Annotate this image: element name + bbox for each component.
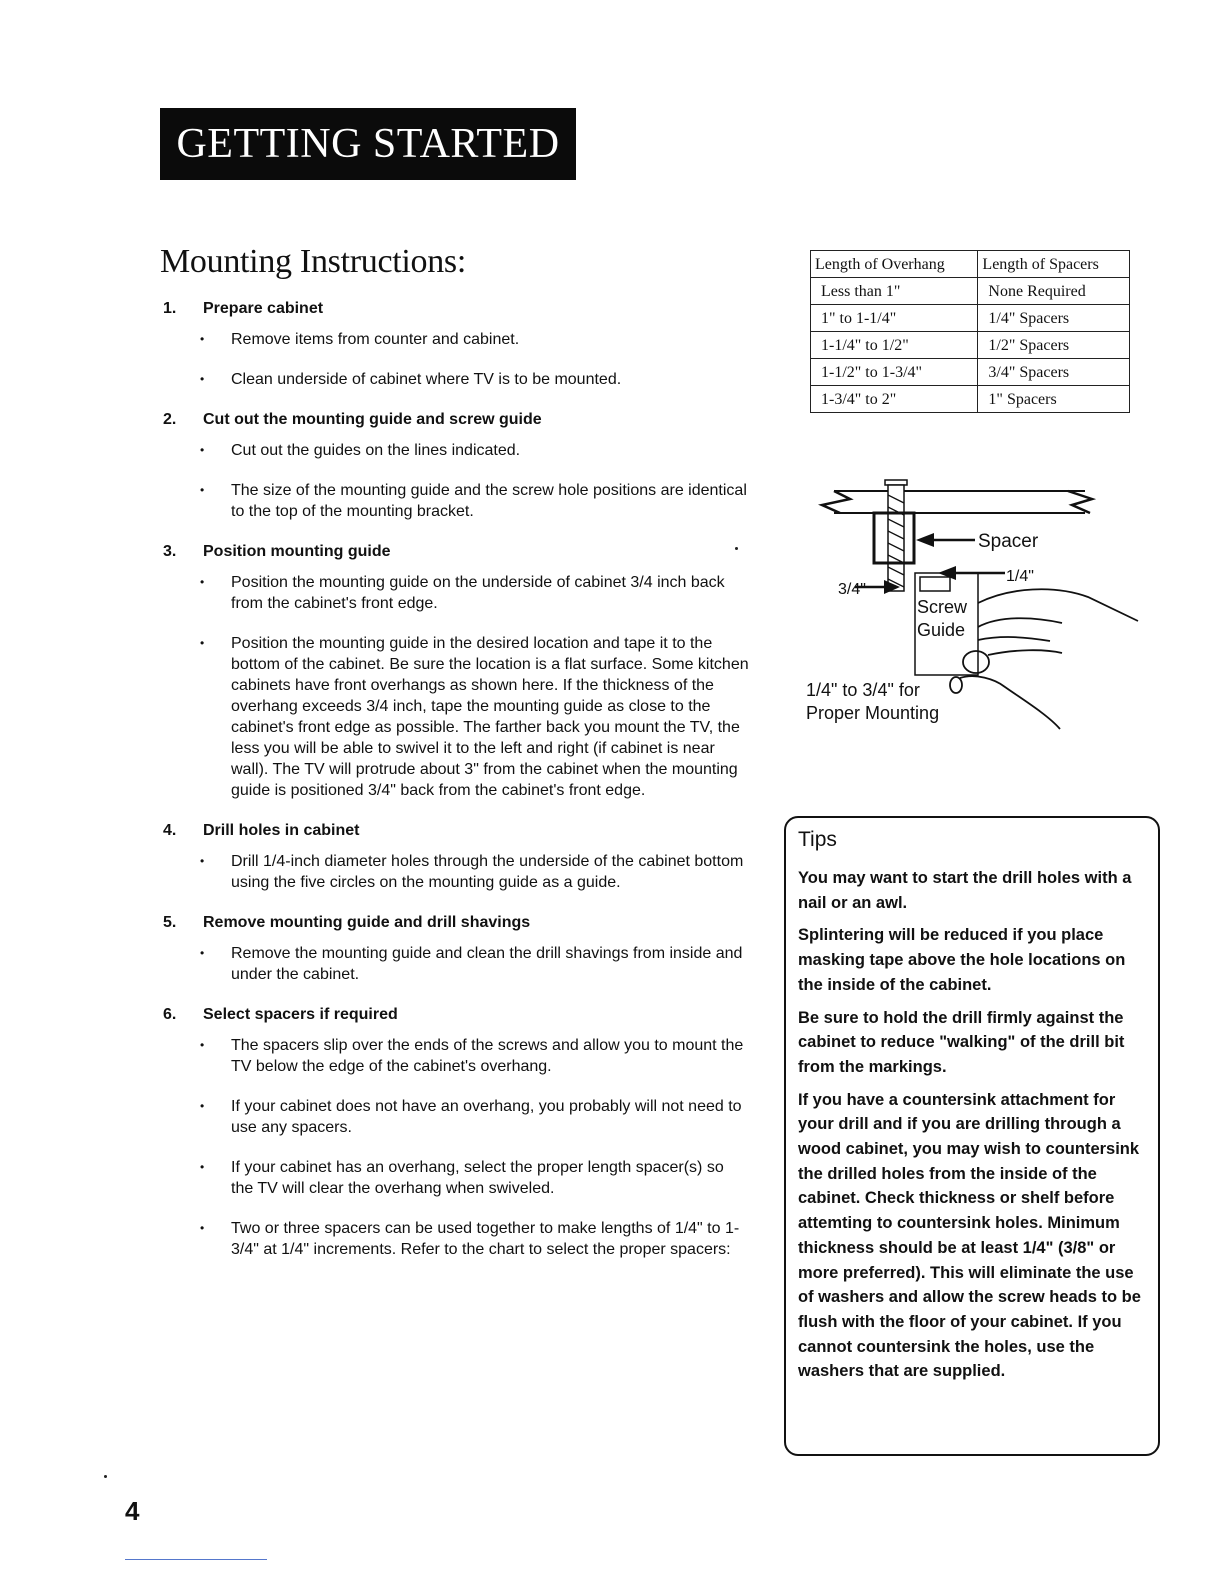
footer-rule (125, 1559, 267, 1560)
tip-paragraph: Be sure to hold the drill firmly against the cabinet to reduce "walking" of the drill bit from the markings. (798, 1008, 1125, 1076)
table-row (811, 332, 1130, 359)
table-cell: 1" Spacers (978, 386, 1130, 413)
step-title: Drill holes in cabinet (203, 822, 360, 839)
tips-box (784, 816, 1160, 1456)
step-number: 6. (163, 1006, 177, 1023)
step-bullet: • Position the mounting guide on the underside of cabinet 3/4 inch back from the cabinet's front edge. (200, 572, 750, 614)
table-row (811, 305, 1130, 332)
page-title: Mounting Instructions: (160, 243, 467, 280)
step-number: 4. (163, 822, 177, 839)
table-cell: 1/4" Spacers (978, 305, 1130, 332)
guide-label: Guide (917, 620, 966, 640)
table-cell: 3/4" Spacers (978, 359, 1130, 386)
step-title: Select spacers if required (203, 1006, 398, 1023)
step-1 (160, 298, 750, 390)
step-bullet: • Drill 1/4-inch diameter holes through the underside of the cabinet bottom using the five circles on the mounting guide as a guide. (200, 851, 750, 893)
tips-title: Tips (798, 828, 837, 851)
mounting-range-label: 1/4" to 3/4" for (806, 680, 920, 700)
spacer-length-table (810, 250, 1130, 413)
step-bullet: • Clean underside of cabinet where TV is to be mounted. (200, 369, 750, 390)
spacer-label: Spacer (978, 531, 1039, 552)
table-header: Length of Overhang (811, 251, 978, 278)
step-6 (160, 1004, 750, 1260)
tip-paragraph: You may want to start the drill holes with a nail or an awl. (798, 869, 1132, 912)
quarter-inch-label: 1/4" (1006, 568, 1034, 585)
mounting-steps (160, 298, 750, 1279)
table-cell: 1/2" Spacers (978, 332, 1130, 359)
step-bullet: • Two or three spacers can be used together to make lengths of 1/4" to 1-3/4" at 1/4" increments. Refer to the chart to select the proper spacers: (200, 1218, 750, 1260)
table-row (811, 278, 1130, 305)
table-cell: None Required (978, 278, 1130, 305)
tip-paragraph: If you have a countersink attachment for your drill and if you are drilling through a wood cabinet, you may wish to countersink the drilled holes from the inside of the cabinet. Check thickness or shelf before attemting to countersink holes. Minimum thickness should be at least 1/4" (3/8" or more preferred). This will eliminate the use of washers and allow the screw heads to be flush with the floor of your cabinet. If you cannot countersink the holes, use the washers that are supplied. (798, 1090, 1141, 1381)
step-3 (160, 541, 750, 801)
step-number: 3. (163, 543, 177, 560)
step-bullet: • The spacers slip over the ends of the screws and allow you to mount the TV below the edge of the cabinet's overhang. (200, 1035, 750, 1077)
page-number: 4 (125, 1496, 140, 1526)
table-cell: 1-1/4" to 1/2" (811, 332, 978, 359)
screw-icon (885, 480, 907, 591)
step-title: Cut out the mounting guide and screw guide (203, 411, 542, 428)
section-banner: GETTING STARTED (160, 108, 576, 180)
table-row (811, 359, 1130, 386)
table-row (811, 386, 1130, 413)
table-cell: Less than 1" (811, 278, 978, 305)
step-bullet: • Cut out the guides on the lines indicated. (200, 440, 750, 461)
step-bullet: • The size of the mounting guide and the screw hole positions are identical to the top of the mounting bracket. (200, 480, 750, 522)
step-5 (160, 912, 750, 985)
step-bullet: • If your cabinet has an overhang, select the proper length spacer(s) so the TV will clear the overhang when swiveled. (200, 1157, 750, 1199)
table-cell: 1-3/4" to 2" (811, 386, 978, 413)
mounting-range-label: Proper Mounting (806, 703, 940, 723)
tip-paragraph: Splintering will be reduced if you place masking tape above the hole locations on the inside of the cabinet. (798, 926, 1126, 994)
step-bullet: • Remove the mounting guide and clean the drill shavings from inside and under the cabinet. (200, 943, 750, 985)
step-title: Prepare cabinet (203, 300, 324, 317)
table-header-row (811, 251, 1130, 278)
step-title: Position mounting guide (203, 543, 391, 560)
step-number: 2. (163, 411, 177, 428)
step-bullet: • If your cabinet does not have an overhang, you probably will not need to use any spacers. (200, 1096, 750, 1138)
three-quarter-inch-label: 3/4" (838, 581, 866, 598)
table-header: Length of Spacers (978, 251, 1130, 278)
mounting-diagram (800, 475, 1150, 735)
step-number: 1. (163, 300, 177, 317)
step-4 (160, 820, 750, 893)
scan-speck (104, 1475, 107, 1478)
table-cell: 1-1/2" to 1-3/4" (811, 359, 978, 386)
screw-label: Screw (917, 597, 968, 617)
cabinet-overhang (822, 491, 1092, 513)
step-bullet: • Remove items from counter and cabinet. (200, 329, 750, 350)
step-bullet: • Position the mounting guide in the desired location and tape it to the bottom of the cabinet. Be sure the location is a flat surface. Some kitchen cabinets have front overhangs as shown here. If the thickness of the overhang exceeds 3/4 inch, tape the mounting guide as close to the cabinet's front edge as possible. The farther back you mount the TV, the less you will be able to swivel it to the left and right (if cabinet is near wall). The TV will protrude about 3" from the cabinet when the mounting guide is positioned 3/4" back from the cabinet's front edge. (200, 633, 750, 801)
step-2 (160, 409, 750, 522)
scan-speck (735, 547, 738, 550)
step-title: Remove mounting guide and drill shavings (203, 914, 531, 931)
step-number: 5. (163, 914, 177, 931)
table-cell: 1" to 1-1/4" (811, 305, 978, 332)
